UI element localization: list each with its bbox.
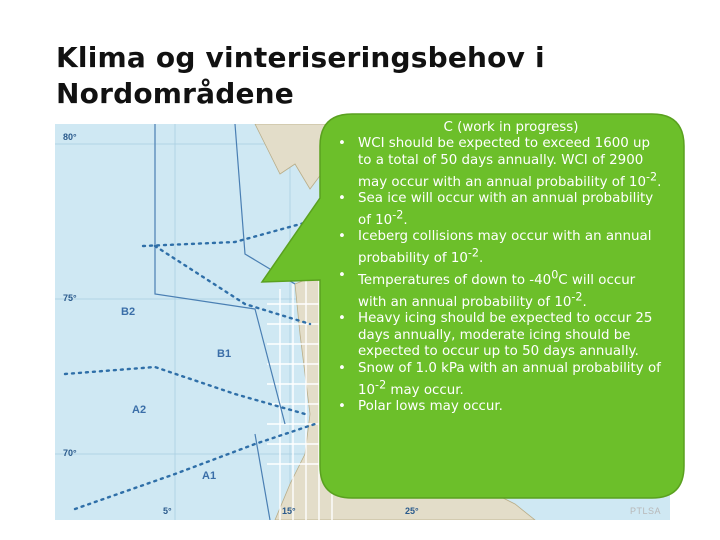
zone-label-b2: B2 bbox=[121, 306, 136, 318]
callout-bullet-text: Sea ice will occur with an annual probability of $10^{-2}$. bbox=[358, 191, 654, 228]
callout-bullet-icing bbox=[330, 311, 662, 360]
bullet-marker: • bbox=[338, 360, 346, 376]
lon-label-15: 15° bbox=[282, 506, 296, 516]
lat-label-75: 75° bbox=[63, 293, 77, 303]
lat-label-80: 80° bbox=[63, 132, 77, 142]
zone-label-a2: A2 bbox=[132, 404, 147, 416]
callout-bullet-seaice bbox=[330, 191, 662, 229]
callout-bullet-iceberg bbox=[330, 229, 662, 267]
callout-bullet-snow bbox=[330, 361, 662, 399]
bullet-marker: • bbox=[338, 191, 346, 207]
callout-bullet-wci bbox=[330, 136, 662, 191]
lon-label-25: 25° bbox=[405, 506, 419, 516]
callout-bullet-temp bbox=[330, 268, 662, 312]
callout-heading: C (work in progress) bbox=[443, 120, 579, 135]
footer-logo: PTLSA bbox=[630, 506, 662, 516]
zone-label-a1: A1 bbox=[202, 470, 217, 482]
bullet-marker: • bbox=[338, 136, 346, 152]
callout-bullet-text: Polar lows may occur. bbox=[358, 398, 503, 414]
callout-bullet-polar bbox=[330, 399, 662, 415]
zone-label-b1: B1 bbox=[217, 348, 232, 360]
callout-bullet-text: WCI should be expected to exceed 1600 up to a total of 50 days annually. WCI of 2900 may occur with an annual probability of $10^{-2}$. bbox=[358, 136, 662, 190]
bullet-marker: • bbox=[338, 398, 346, 414]
callout-bullet-list bbox=[330, 136, 662, 415]
bullet-marker: • bbox=[338, 311, 346, 327]
callout-text bbox=[330, 120, 662, 415]
callout-bullet-text: Snow of 1.0 kPa with an annual probability of $10^{-2}$ may occur. bbox=[358, 360, 661, 398]
callout-bullet-text: Heavy icing should be expected to occur 25 days annually, moderate icing should be expected to occur up to 50 days annually. bbox=[358, 311, 653, 360]
callout-bullet-text: Temperatures of down to $-40^0C$ will occur with an annual probability of $10^{-2}$. bbox=[358, 268, 636, 310]
lon-label-5: 5° bbox=[163, 506, 172, 516]
callout-bullet-text: Iceberg collisions may occur with an annual probability of $10^{-2}$. bbox=[358, 229, 652, 267]
bullet-marker: • bbox=[338, 267, 346, 283]
slide-title: Klima og vinteriseringsbehov i Nordområdene bbox=[56, 41, 545, 110]
lat-label-70: 70° bbox=[63, 448, 77, 458]
bullet-marker: • bbox=[338, 229, 346, 245]
